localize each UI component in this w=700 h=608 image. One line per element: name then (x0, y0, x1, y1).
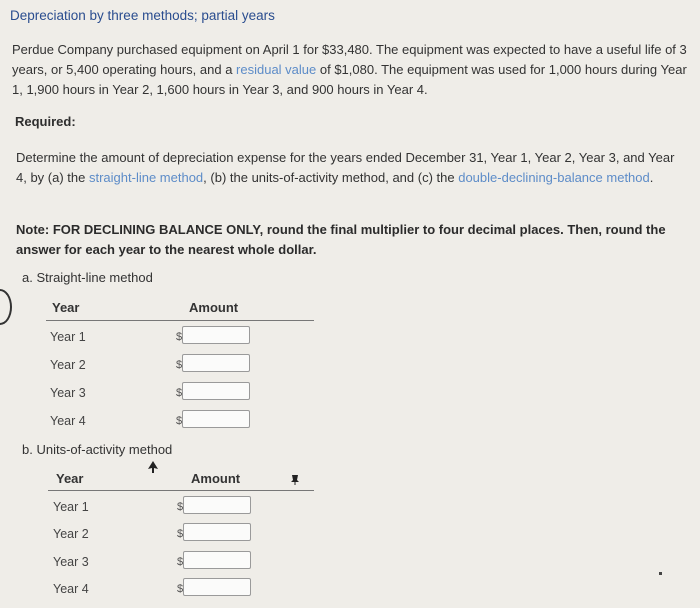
straight-line-method-link[interactable]: straight-line method (88, 170, 204, 185)
dollar-sign: $ (177, 583, 184, 595)
section-b-col-amount: Amount (191, 471, 241, 486)
units-of-activity-year2-input[interactable] (183, 523, 251, 541)
required-instructions (16, 148, 688, 188)
required-heading: Required: (15, 114, 76, 129)
units-of-activity-year4-input[interactable] (183, 578, 251, 596)
straight-line-year4-input[interactable] (182, 410, 250, 428)
section-b-col-year: Year (56, 471, 84, 486)
required-text-part1: Determine the amount of depreciation expense for the years ended December 31, Year 1, Year 2, Year 3, and Year 4, by (a) the (16, 150, 675, 185)
section-b-row-label: Year 2 (53, 527, 89, 541)
section-b-header-rule (48, 490, 314, 491)
section-a-row-label: Year 1 (50, 330, 86, 344)
straight-line-year3-input[interactable] (182, 382, 250, 400)
required-text-part2: , (b) the units-of-activity method, and (c) the (203, 170, 459, 185)
residual-value-link[interactable]: residual value (236, 62, 317, 77)
section-a-label: a. Straight-line method (22, 270, 153, 285)
straight-line-year2-input[interactable] (182, 354, 250, 372)
pin-icon (290, 474, 300, 486)
section-a-header-rule (46, 320, 314, 321)
rounding-note: Note: FOR DECLINING BALANCE ONLY, round the final multiplier to four decimal places. Then, round the answer for each year to the nearest whole dollar. (16, 222, 666, 257)
section-a-row-label: Year 4 (50, 414, 86, 428)
section-a-row-label: Year 3 (50, 386, 86, 400)
section-a-col-amount: Amount (189, 300, 239, 315)
dollar-sign: $ (176, 387, 183, 399)
dollar-sign: $ (176, 415, 183, 427)
units-of-activity-year3-input[interactable] (183, 551, 251, 569)
mouse-cursor-icon (147, 460, 159, 474)
decorative-dot (659, 572, 662, 575)
dollar-sign: $ (177, 501, 184, 513)
section-a-col-year: Year (52, 300, 80, 315)
section-b-row-label: Year 3 (53, 555, 89, 569)
section-b-label: b. Units-of-activity method (22, 442, 173, 457)
section-a-row-label: Year 2 (50, 358, 86, 372)
description-text-end: of $1,080. The equipment was used for 1,000 hours during Year 1, 1,900 hours in Year 2, 1,600 hours in Year 3, and 900 hours in Year 4. (12, 62, 687, 97)
straight-line-year1-input[interactable] (182, 326, 250, 344)
dollar-sign: $ (177, 528, 184, 540)
dollar-sign: $ (176, 359, 183, 371)
required-text-part3: . (649, 170, 654, 185)
problem-title: Depreciation by three methods; partial years (10, 8, 275, 23)
section-b-row-label: Year 1 (53, 500, 89, 514)
double-declining-balance-link[interactable]: double-declining-balance method (458, 170, 650, 185)
dollar-sign: $ (177, 556, 184, 568)
units-of-activity-year1-input[interactable] (183, 496, 251, 514)
collapse-bracket-icon (0, 289, 12, 325)
section-b-row-label: Year 4 (53, 582, 89, 596)
dollar-sign: $ (176, 331, 183, 343)
problem-description (12, 40, 697, 100)
description-text-start: Perdue Company purchased equipment on April 1 for $33,480. The equipment was expected to have a useful life of 3 years, or 5,400 operating hours, and a (12, 42, 687, 77)
